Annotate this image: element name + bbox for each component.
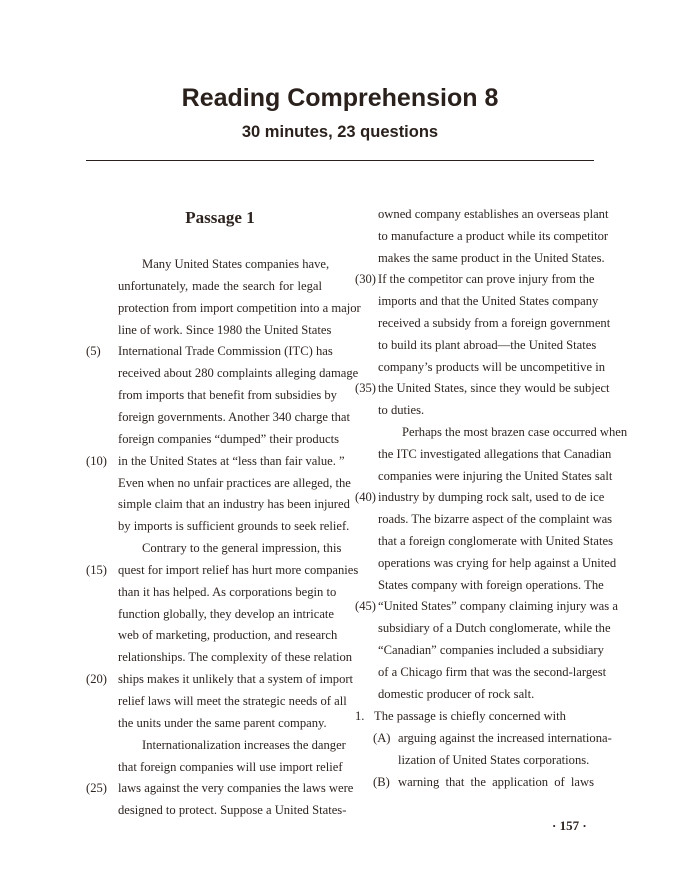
passage-line: from imports that benefit from subsidies by: [118, 388, 337, 403]
passage-line: than it has helped. As corporations begin to: [118, 584, 337, 599]
passage-line: Internationalization increases the danger: [142, 737, 346, 752]
passage-line: company’s products will be uncompetitive in: [378, 359, 605, 374]
question-stem: The passage is chiefly concerned with: [374, 709, 566, 723]
passage-line: International Trade Commission (ITC) has: [118, 344, 333, 359]
passage-line: simple claim that an industry has been injured: [118, 497, 350, 512]
passage-line: to build its plant abroad—the United States: [378, 337, 597, 352]
passage-line: imports and that the United States company: [378, 294, 599, 309]
passage-line: industry by dumping rock salt, used to de ice: [378, 490, 605, 505]
passage-line: relief laws will meet the strategic needs of all: [118, 694, 347, 708]
line-number: (30): [355, 272, 376, 287]
passage-line: that a foreign conglomerate with United States: [378, 534, 614, 548]
passage-line: received a subsidy from a foreign government: [378, 316, 611, 330]
passage-line: line of work. Since 1980 the United States: [118, 322, 332, 337]
page-title: Reading Comprehension 8: [181, 84, 499, 112]
passage-line: in the United States at “less than fair value. ”: [118, 453, 345, 468]
passage-line: the units under the same parent company.: [118, 715, 327, 730]
passage-line: to manufacture a product while its competitor: [378, 228, 609, 243]
passage-line: foreign governments. Another 340 charge that: [118, 409, 350, 424]
divider: [86, 160, 594, 161]
passage-line: that foreign companies will use import relief: [118, 759, 343, 774]
passage-line: the ITC investigated allegations that Canadian: [378, 446, 612, 461]
question-number: 1.: [355, 709, 365, 723]
passage-line: “United States” company claiming injury was a: [378, 599, 618, 614]
line-number: (40): [355, 490, 376, 505]
passage-line: web of marketing, production, and research: [118, 628, 338, 643]
page-number: · 157 ·: [552, 818, 587, 833]
line-number: (35): [355, 381, 376, 396]
passage-title: Passage 1: [185, 208, 255, 227]
passage-line: laws against the very companies the laws were: [118, 781, 354, 796]
line-number: (45): [355, 599, 376, 614]
passage-line: function globally, they develop an intricate: [118, 606, 335, 621]
passage-line: operations was crying for help against a United: [378, 555, 617, 570]
line-number: (15): [86, 562, 107, 577]
passage-line: relationships. The complexity of these relation: [118, 650, 353, 665]
passage-line: makes the same product in the United States.: [378, 250, 605, 265]
passage-line: designed to protect. Suppose a United States-: [118, 803, 347, 818]
passage-line: subsidiary of a Dutch conglomerate, while the: [378, 621, 611, 636]
line-number: (5): [86, 344, 101, 359]
passage-line: “Canadian” companies included a subsidiary: [378, 643, 604, 657]
passage-line: received about 280 complaints alleging damage: [118, 366, 359, 381]
passage-line: of a Chicago firm that was the second-largest: [378, 664, 607, 679]
passage-line: protection from import competition into a major: [118, 300, 361, 315]
option-label: (A): [373, 731, 391, 745]
passage-line: quest for import relief has hurt more companies: [118, 562, 359, 577]
passage-line: ships makes it unlikely that a system of import: [118, 672, 354, 687]
page-subtitle: 30 minutes, 23 questions: [241, 123, 439, 141]
passage-line: to duties.: [378, 403, 425, 418]
passage-line: foreign companies “dumped” their products: [118, 431, 340, 446]
passage-line: roads. The bizarre aspect of the complaint was: [378, 512, 613, 527]
line-number: (20): [86, 672, 107, 687]
passage-line: Contrary to the general impression, this: [142, 541, 342, 556]
passage-line: unfortunately, made the search for legal: [118, 278, 322, 293]
passage-line: Even when no unfair practices are alleged, the: [118, 475, 351, 490]
line-number: (25): [86, 781, 107, 796]
passage-line: Many United States companies have,: [142, 257, 330, 271]
option-text: warning that the application of laws: [398, 774, 594, 789]
line-number: (10): [86, 453, 107, 468]
option-text: lization of United States corporations.: [398, 752, 590, 767]
passage-line: States company with foreign operations. The: [378, 577, 604, 592]
option-text: arguing against the increased internationa-: [398, 731, 612, 745]
passage-line: domestic producer of rock salt.: [378, 686, 535, 701]
passage-line: Perhaps the most brazen case occurred when: [402, 425, 628, 439]
option-label: (B): [373, 774, 390, 789]
passage-line: by imports is sufficient grounds to seek relief.: [118, 519, 350, 534]
passage-line: companies were injuring the United States salt: [378, 468, 613, 483]
passage-line: If the competitor can prove injury from the: [378, 272, 595, 287]
passage-line: the United States, since they would be subject: [378, 381, 610, 396]
passage-line: owned company establishes an overseas plant: [378, 207, 609, 221]
